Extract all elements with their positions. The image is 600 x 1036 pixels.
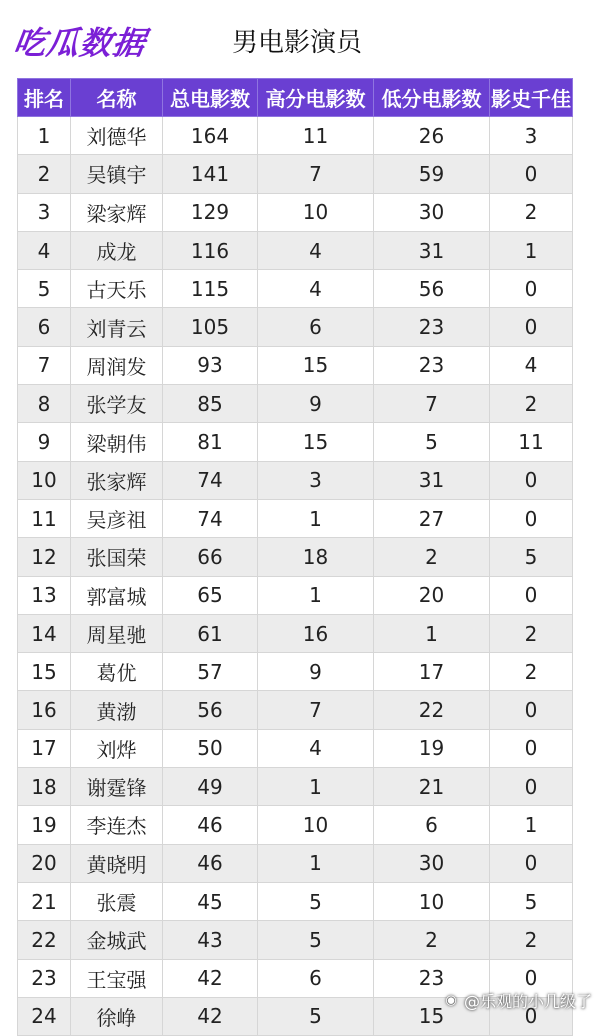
table-row xyxy=(18,882,573,920)
cell-top-films: 0 xyxy=(490,308,573,346)
cell-top-films: 0 xyxy=(490,576,573,614)
cell-rank: 13 xyxy=(18,576,71,614)
cell-low-score-films: 21 xyxy=(374,768,490,806)
cell-name: 金城武 xyxy=(71,921,163,959)
cell-low-score-films: 30 xyxy=(374,844,490,882)
cell-name: 刘青云 xyxy=(71,308,163,346)
cell-rank: 11 xyxy=(18,499,71,537)
cell-top-films: 1 xyxy=(490,231,573,269)
cell-low-score-films: 30 xyxy=(374,193,490,231)
cell-low-score-films: 7 xyxy=(374,385,490,423)
table-row xyxy=(18,653,573,691)
cell-rank: 20 xyxy=(18,844,71,882)
cell-high-score-films: 3 xyxy=(258,461,374,499)
cell-low-score-films: 5 xyxy=(374,423,490,461)
weibo-icon: ◉ xyxy=(445,992,457,1008)
cell-top-films: 0 xyxy=(490,959,573,997)
cell-name: 成龙 xyxy=(71,231,163,269)
brand-logo: 吃瓜数据 xyxy=(11,24,149,62)
cell-name: 刘烨 xyxy=(71,729,163,767)
cell-rank: 24 xyxy=(18,997,71,1035)
cell-high-score-films: 6 xyxy=(258,308,374,346)
cell-total-films: 57 xyxy=(163,653,258,691)
cell-total-films: 85 xyxy=(163,385,258,423)
cell-name: 徐峥 xyxy=(71,997,163,1035)
cell-name: 刘德华 xyxy=(71,117,163,155)
cell-rank: 1 xyxy=(18,117,71,155)
cell-high-score-films: 15 xyxy=(258,346,374,384)
cell-rank: 5 xyxy=(18,270,71,308)
cell-top-films: 0 xyxy=(490,768,573,806)
cell-top-films: 2 xyxy=(490,193,573,231)
table-row xyxy=(18,308,573,346)
cell-name: 黄渤 xyxy=(71,691,163,729)
cell-low-score-films: 20 xyxy=(374,576,490,614)
cell-top-films: 0 xyxy=(490,499,573,537)
cell-total-films: 66 xyxy=(163,538,258,576)
cell-total-films: 42 xyxy=(163,997,258,1035)
cell-high-score-films: 7 xyxy=(258,155,374,193)
cell-high-score-films: 10 xyxy=(258,193,374,231)
cell-name: 王宝强 xyxy=(71,959,163,997)
table-row xyxy=(18,921,573,959)
table-row xyxy=(18,729,573,767)
cell-high-score-films: 15 xyxy=(258,423,374,461)
cell-name: 李连杰 xyxy=(71,806,163,844)
cell-high-score-films: 16 xyxy=(258,614,374,652)
cell-high-score-films: 5 xyxy=(258,921,374,959)
page-title: 男电影演员 xyxy=(232,28,363,58)
cell-low-score-films: 56 xyxy=(374,270,490,308)
table-row xyxy=(18,691,573,729)
table-row xyxy=(18,155,573,193)
column-header-rank: 排名 xyxy=(18,79,71,117)
cell-total-films: 105 xyxy=(163,308,258,346)
cell-high-score-films: 11 xyxy=(258,117,374,155)
cell-low-score-films: 6 xyxy=(374,806,490,844)
cell-rank: 12 xyxy=(18,538,71,576)
column-header-high-score-films: 高分电影数 xyxy=(258,79,374,117)
cell-rank: 16 xyxy=(18,691,71,729)
cell-high-score-films: 5 xyxy=(258,997,374,1035)
cell-total-films: 116 xyxy=(163,231,258,269)
cell-total-films: 43 xyxy=(163,921,258,959)
cell-rank: 6 xyxy=(18,308,71,346)
cell-high-score-films: 7 xyxy=(258,691,374,729)
column-header-name: 名称 xyxy=(71,79,163,117)
cell-low-score-films: 23 xyxy=(374,959,490,997)
cell-top-films: 3 xyxy=(490,117,573,155)
cell-top-films: 4 xyxy=(490,346,573,384)
cell-top-films: 1 xyxy=(490,806,573,844)
cell-high-score-films: 4 xyxy=(258,729,374,767)
cell-high-score-films: 6 xyxy=(258,959,374,997)
cell-total-films: 93 xyxy=(163,346,258,384)
cell-top-films: 2 xyxy=(490,385,573,423)
cell-top-films: 0 xyxy=(490,729,573,767)
cell-low-score-films: 17 xyxy=(374,653,490,691)
cell-high-score-films: 5 xyxy=(258,882,374,920)
cell-high-score-films: 1 xyxy=(258,576,374,614)
cell-high-score-films: 9 xyxy=(258,653,374,691)
cell-rank: 15 xyxy=(18,653,71,691)
cell-name: 郭富城 xyxy=(71,576,163,614)
cell-top-films: 5 xyxy=(490,882,573,920)
table-row xyxy=(18,499,573,537)
cell-total-films: 42 xyxy=(163,959,258,997)
cell-high-score-films: 1 xyxy=(258,768,374,806)
cell-rank: 14 xyxy=(18,614,71,652)
cell-top-films: 0 xyxy=(490,461,573,499)
cell-high-score-films: 1 xyxy=(258,499,374,537)
cell-rank: 19 xyxy=(18,806,71,844)
cell-rank: 2 xyxy=(18,155,71,193)
cell-name: 吴镇宇 xyxy=(71,155,163,193)
table-header-row xyxy=(18,79,573,117)
cell-name: 周星驰 xyxy=(71,614,163,652)
cell-total-films: 45 xyxy=(163,882,258,920)
cell-high-score-films: 4 xyxy=(258,270,374,308)
cell-total-films: 115 xyxy=(163,270,258,308)
table-row xyxy=(18,231,573,269)
cell-name: 张家辉 xyxy=(71,461,163,499)
cell-high-score-films: 18 xyxy=(258,538,374,576)
cell-top-films: 0 xyxy=(490,997,573,1035)
cell-rank: 4 xyxy=(18,231,71,269)
cell-low-score-films: 23 xyxy=(374,308,490,346)
cell-low-score-films: 31 xyxy=(374,231,490,269)
cell-name: 古天乐 xyxy=(71,270,163,308)
cell-rank: 8 xyxy=(18,385,71,423)
cell-low-score-films: 19 xyxy=(374,729,490,767)
cell-rank: 9 xyxy=(18,423,71,461)
cell-low-score-films: 10 xyxy=(374,882,490,920)
cell-name: 黄晓明 xyxy=(71,844,163,882)
cell-total-films: 50 xyxy=(163,729,258,767)
column-header-top-films: 影史千佳 xyxy=(490,79,573,117)
cell-rank: 10 xyxy=(18,461,71,499)
table-row xyxy=(18,385,573,423)
cell-total-films: 46 xyxy=(163,844,258,882)
cell-low-score-films: 22 xyxy=(374,691,490,729)
cell-top-films: 2 xyxy=(490,653,573,691)
cell-top-films: 0 xyxy=(490,691,573,729)
cell-top-films: 2 xyxy=(490,921,573,959)
cell-rank: 21 xyxy=(18,882,71,920)
table-row xyxy=(18,270,573,308)
cell-low-score-films: 1 xyxy=(374,614,490,652)
cell-name: 谢霆锋 xyxy=(71,768,163,806)
cell-top-films: 5 xyxy=(490,538,573,576)
cell-high-score-films: 1 xyxy=(258,844,374,882)
cell-rank: 7 xyxy=(18,346,71,384)
cell-rank: 3 xyxy=(18,193,71,231)
cell-name: 葛优 xyxy=(71,653,163,691)
page-header xyxy=(0,0,600,78)
cell-total-films: 81 xyxy=(163,423,258,461)
table-row xyxy=(18,461,573,499)
cell-top-films: 0 xyxy=(490,844,573,882)
cell-rank: 18 xyxy=(18,768,71,806)
cell-total-films: 46 xyxy=(163,806,258,844)
cell-high-score-films: 9 xyxy=(258,385,374,423)
cell-total-films: 129 xyxy=(163,193,258,231)
cell-name: 周润发 xyxy=(71,346,163,384)
cell-total-films: 65 xyxy=(163,576,258,614)
table-row xyxy=(18,538,573,576)
table-row xyxy=(18,346,573,384)
column-header-low-score-films: 低分电影数 xyxy=(374,79,490,117)
cell-name: 张震 xyxy=(71,882,163,920)
watermark xyxy=(442,989,592,1012)
table-row xyxy=(18,768,573,806)
table-row xyxy=(18,576,573,614)
table-row xyxy=(18,806,573,844)
cell-total-films: 49 xyxy=(163,768,258,806)
cell-top-films: 0 xyxy=(490,270,573,308)
column-header-total-films: 总电影数 xyxy=(163,79,258,117)
cell-low-score-films: 2 xyxy=(374,538,490,576)
ranking-table xyxy=(17,78,573,1036)
cell-top-films: 0 xyxy=(490,155,573,193)
cell-name: 梁家辉 xyxy=(71,193,163,231)
cell-name: 吴彦祖 xyxy=(71,499,163,537)
cell-name: 梁朝伟 xyxy=(71,423,163,461)
cell-name: 张国荣 xyxy=(71,538,163,576)
table-row xyxy=(18,844,573,882)
cell-rank: 17 xyxy=(18,729,71,767)
cell-total-films: 74 xyxy=(163,461,258,499)
cell-total-films: 141 xyxy=(163,155,258,193)
table-row xyxy=(18,614,573,652)
cell-rank: 22 xyxy=(18,921,71,959)
table-row xyxy=(18,193,573,231)
cell-low-score-films: 23 xyxy=(374,346,490,384)
watermark-text: @乐观的小几级了 xyxy=(463,992,592,1011)
cell-total-films: 164 xyxy=(163,117,258,155)
cell-total-films: 56 xyxy=(163,691,258,729)
cell-high-score-films: 10 xyxy=(258,806,374,844)
cell-top-films: 2 xyxy=(490,614,573,652)
cell-total-films: 61 xyxy=(163,614,258,652)
cell-rank: 23 xyxy=(18,959,71,997)
cell-low-score-films: 15 xyxy=(374,997,490,1035)
cell-low-score-films: 27 xyxy=(374,499,490,537)
cell-low-score-films: 59 xyxy=(374,155,490,193)
cell-high-score-films: 4 xyxy=(258,231,374,269)
cell-low-score-films: 26 xyxy=(374,117,490,155)
cell-total-films: 74 xyxy=(163,499,258,537)
cell-name: 张学友 xyxy=(71,385,163,423)
cell-low-score-films: 2 xyxy=(374,921,490,959)
cell-low-score-films: 31 xyxy=(374,461,490,499)
table-row xyxy=(18,423,573,461)
table-row xyxy=(18,117,573,155)
cell-top-films: 11 xyxy=(490,423,573,461)
